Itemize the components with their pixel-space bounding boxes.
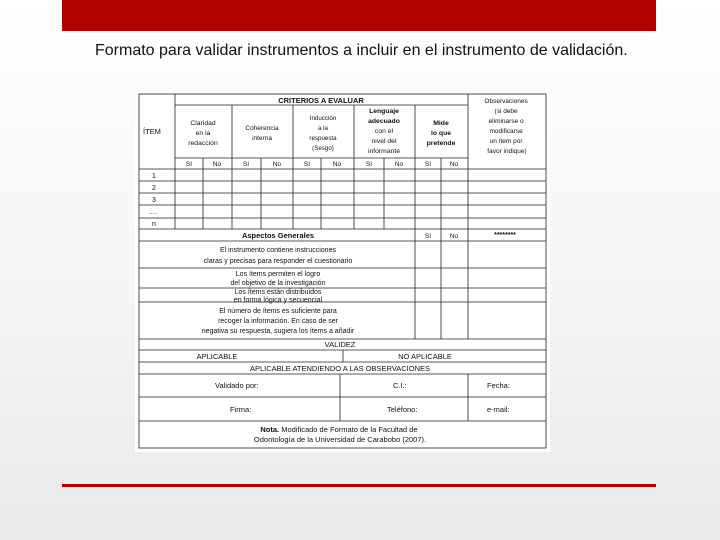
svg-text:SI: SI — [424, 161, 432, 168]
slide-title: Formato para validar instrumentos a incluir en el instrumento de validación. — [95, 42, 628, 59]
nota: Nota. Modificado de Formato de la Facultad de Odontología de la Universidad de Carabobo (2007). — [253, 425, 427, 444]
aplicable-label: APLICABLE — [196, 352, 238, 361]
ci-label: C.I.: — [393, 381, 407, 390]
aspectos-no: No — [449, 233, 459, 240]
svg-text:SI: SI — [242, 161, 250, 168]
no-aplicable-label: NO APLICABLE — [398, 352, 452, 361]
svg-text:No: No — [332, 161, 342, 168]
validez-header: VALIDEZ — [324, 340, 356, 349]
firma-label: Firma: — [230, 405, 252, 414]
item-row-label: n — [152, 221, 156, 228]
aplicable-observaciones-label: APLICABLE ATENDIENDO A LAS OBSERVACIONES — [249, 364, 431, 373]
svg-text:No: No — [272, 161, 282, 168]
si-no-labels — [186, 161, 459, 168]
criterios-header: CRITERIOS A EVALUAR — [278, 96, 364, 105]
aspectos-stars: ******** — [494, 232, 516, 239]
observaciones-header: Observaciones (si debe eliminarse o modificarse un ítem por favor indique) — [484, 98, 528, 155]
bottom-accent-line — [62, 484, 656, 487]
svg-text:SI: SI — [303, 161, 311, 168]
svg-text:No: No — [449, 161, 459, 168]
item-row-label: 3 — [152, 197, 156, 204]
validado-por-label: Validado por: — [215, 381, 259, 390]
item-row-label: 2 — [152, 185, 156, 192]
validation-form-image — [135, 92, 550, 452]
criterion-mide: Mide lo que pretende — [426, 120, 456, 147]
criterion-claridad: Claridad en la redacción — [188, 120, 218, 147]
email-label: e-mail: — [487, 405, 510, 414]
item-header: ÍTEM — [143, 127, 161, 136]
svg-text:SI: SI — [365, 161, 373, 168]
fecha-label: Fecha: — [487, 381, 510, 390]
item-row-label: 1 — [152, 173, 156, 180]
aspectos-header: Aspectos Generales — [241, 231, 315, 240]
aspecto-instrucciones: El instrumento contiene instrucciones claras y precisas para responder el cuestionario — [203, 247, 353, 265]
item-row-label: …. — [148, 209, 157, 216]
aspecto-distribucion: Los ítems están distribuidos en forma lógica y secuencial — [233, 289, 323, 304]
criterion-coherencia: Coherencia interna — [245, 125, 279, 142]
criterion-induccion: Inducción a la respuesta (Sesgo) — [309, 115, 337, 152]
svg-text:SI: SI — [185, 161, 193, 168]
top-accent-bar — [62, 0, 656, 31]
svg-text:No: No — [212, 161, 222, 168]
telefono-label: Teléfono: — [387, 405, 418, 414]
form-frame — [139, 94, 546, 448]
aspecto-objetivo: Los ítems permiten el logro del objetivo de la investigación — [230, 271, 326, 287]
aspecto-numero: El número de ítems es suficiente para recoger la información. En caso de ser negativa su respuesta, sugiera los ítems a añadir — [201, 308, 355, 335]
svg-text:No: No — [394, 161, 404, 168]
aspectos-si: SI — [424, 233, 432, 240]
criterion-lenguaje: Lenguaje adecuado con el nivel del informante — [367, 108, 401, 155]
